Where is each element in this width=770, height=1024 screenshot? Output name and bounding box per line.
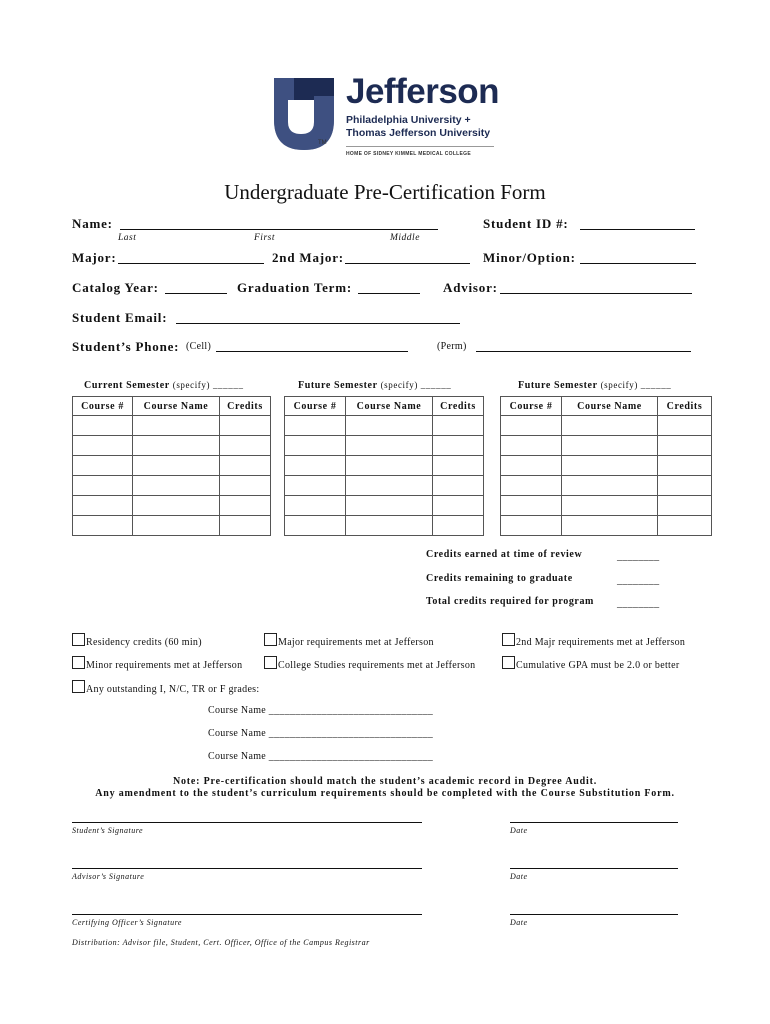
course-name-header: Course Name — [133, 397, 220, 416]
table-row[interactable] — [501, 436, 712, 456]
table-row[interactable] — [73, 436, 271, 456]
major-label: Major: — [72, 250, 117, 265]
table-row[interactable] — [73, 516, 271, 536]
checkbox-icon[interactable] — [502, 633, 515, 646]
credits-header: Credits — [433, 397, 484, 416]
student-email-label: Student Email: — [72, 310, 168, 325]
major-field[interactable] — [118, 263, 264, 264]
table-row[interactable] — [73, 476, 271, 496]
outstanding-course-name-1[interactable]: Course Name _______________________________ — [208, 705, 434, 716]
catalog-year-field[interactable] — [165, 293, 227, 294]
certifying-officer-signature-label: Certifying Officer’s Signature — [72, 918, 182, 927]
student-phone-label: Student’s Phone: — [72, 339, 180, 354]
graduation-term-field[interactable] — [358, 293, 420, 294]
checkbox-icon[interactable] — [72, 633, 85, 646]
catalog-year-label: Catalog Year: — [72, 280, 159, 295]
outstanding-course-name-2[interactable]: Course Name _______________________________ — [208, 728, 434, 739]
credits-earned-label: Credits earned at time of review — [426, 549, 583, 560]
table-row[interactable] — [73, 496, 271, 516]
future-semester-heading-2: Future Semester (specify) ______ — [518, 380, 672, 391]
checkbox-icon[interactable] — [502, 656, 515, 669]
table-row[interactable] — [501, 476, 712, 496]
perm-caption: (Perm) — [437, 341, 467, 352]
logo-wordmark: Jefferson — [346, 72, 500, 111]
residency-check[interactable]: Residency credits (60 min) — [72, 633, 202, 648]
certifying-officer-signature-line[interactable] — [72, 914, 422, 915]
future-semester-table-2 — [500, 396, 712, 536]
checkbox-icon[interactable] — [72, 656, 85, 669]
table-row[interactable] — [501, 416, 712, 436]
student-signature-label: Student’s Signature — [72, 826, 144, 835]
total-credits-label: Total credits required for program — [426, 596, 594, 607]
checkbox-icon[interactable] — [264, 656, 277, 669]
advisor-date-label: Date — [510, 872, 528, 881]
current-semester-table — [72, 396, 271, 536]
cell-caption: (Cell) — [186, 341, 212, 352]
table-row[interactable] — [285, 416, 484, 436]
future-semester-table-1 — [284, 396, 484, 536]
advisor-signature-label: Advisor’s Signature — [72, 872, 145, 881]
cell-phone-field[interactable] — [216, 351, 408, 352]
note-line-2: Any amendment to the student’s curriculum requirements should be completed with the Course Substitution Form. — [95, 788, 675, 799]
table-header-row — [285, 397, 484, 416]
last-name-caption: Last — [118, 233, 137, 243]
course-number-header: Course # — [285, 397, 346, 416]
table-row[interactable] — [73, 456, 271, 476]
name-label: Name: — [72, 216, 113, 231]
name-field[interactable] — [120, 229, 438, 230]
future-semester-heading-1: Future Semester (specify) ______ — [298, 380, 452, 391]
form-title: Undergraduate Pre-Certification Form — [224, 180, 546, 204]
credits-header: Credits — [220, 397, 271, 416]
advisor-date-line[interactable] — [510, 868, 678, 869]
course-name-header: Course Name — [562, 397, 658, 416]
table-row[interactable] — [285, 476, 484, 496]
trademark-mark: TM — [318, 140, 327, 146]
checkbox-icon[interactable] — [72, 680, 85, 693]
logo-divider — [346, 146, 494, 147]
course-name-header: Course Name — [346, 397, 433, 416]
table-row[interactable] — [285, 456, 484, 476]
minor-requirements-check[interactable]: Minor requirements met at Jefferson — [72, 656, 242, 671]
student-date-label: Date — [510, 826, 528, 835]
student-id-label: Student ID #: — [483, 216, 569, 231]
advisor-label: Advisor: — [443, 280, 498, 295]
outstanding-grades-check[interactable]: Any outstanding I, N/C, TR or F grades: — [72, 680, 259, 695]
checkbox-icon[interactable] — [264, 633, 277, 646]
logo-tagline: HOME OF SIDNEY KIMMEL MEDICAL COLLEGE — [346, 151, 471, 157]
course-number-header: Course # — [73, 397, 133, 416]
advisor-field[interactable] — [500, 293, 692, 294]
student-date-line[interactable] — [510, 822, 678, 823]
table-row[interactable] — [285, 436, 484, 456]
table-row[interactable] — [501, 456, 712, 476]
logo-subtitle-line2: Thomas Jefferson University — [346, 127, 491, 139]
second-major-field[interactable] — [345, 263, 470, 264]
credits-remaining-label: Credits remaining to graduate — [426, 573, 573, 584]
table-row[interactable] — [73, 416, 271, 436]
table-header-row — [73, 397, 271, 416]
table-header-row — [501, 397, 712, 416]
course-number-header: Course # — [501, 397, 562, 416]
table-row[interactable] — [285, 496, 484, 516]
certifying-officer-date-line[interactable] — [510, 914, 678, 915]
outstanding-course-name-3[interactable]: Course Name _______________________________ — [208, 751, 434, 762]
student-id-field[interactable] — [580, 229, 695, 230]
distribution-note: Distribution: Advisor file, Student, Cert. Officer, Office of the Campus Registrar — [72, 938, 370, 947]
perm-phone-field[interactable] — [476, 351, 691, 352]
current-semester-heading: Current Semester (specify) ______ — [84, 380, 244, 391]
graduation-term-label: Graduation Term: — [237, 280, 353, 295]
table-row[interactable] — [501, 516, 712, 536]
table-row[interactable] — [501, 496, 712, 516]
jefferson-logo — [274, 74, 506, 164]
minor-field[interactable] — [580, 263, 696, 264]
student-email-field[interactable] — [176, 323, 460, 324]
certifying-officer-date-label: Date — [510, 918, 528, 927]
table-row[interactable] — [285, 516, 484, 536]
middle-name-caption: Middle — [390, 233, 420, 243]
minor-label: Minor/Option: — [483, 250, 576, 265]
total-credits-field[interactable]: ________ — [617, 598, 660, 609]
credits-remaining-field[interactable]: ________ — [617, 575, 660, 586]
student-signature-line[interactable] — [72, 822, 422, 823]
note-line-1: Note: Pre-certification should match the student’s academic record in Degree Audit. — [172, 776, 598, 787]
credits-earned-field[interactable]: ________ — [617, 551, 660, 562]
college-studies-check[interactable]: College Studies requirements met at Jefferson — [264, 656, 475, 671]
major-requirements-check[interactable]: Major requirements met at Jefferson — [264, 633, 434, 648]
advisor-signature-line[interactable] — [72, 868, 422, 869]
credits-header: Credits — [658, 397, 712, 416]
gpa-check[interactable]: Cumulative GPA must be 2.0 or better — [502, 656, 679, 671]
second-major-requirements-check[interactable]: 2nd Majr requirements met at Jefferson — [502, 633, 685, 648]
first-name-caption: First — [254, 233, 275, 243]
logo-subtitle-line1: Philadelphia University + — [346, 114, 471, 126]
second-major-label: 2nd Major: — [272, 250, 344, 265]
